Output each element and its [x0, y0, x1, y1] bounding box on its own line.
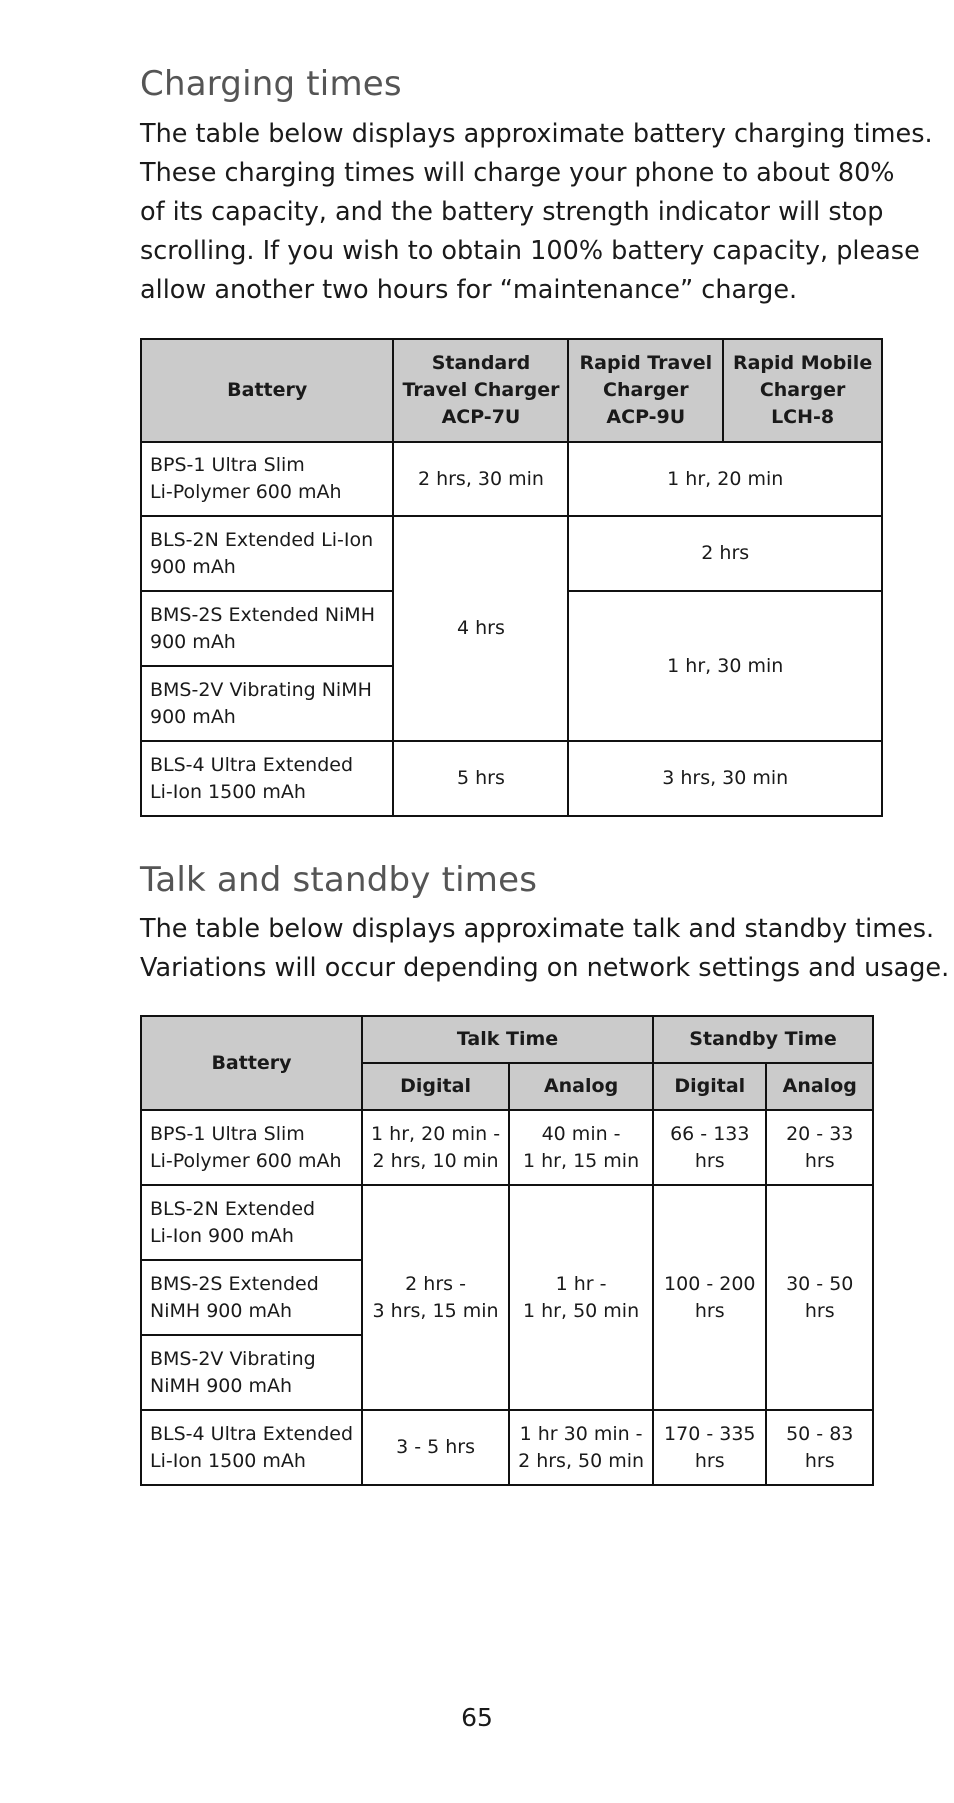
value-cell: 20 - 33 hrs [766, 1110, 873, 1185]
value-cell: 2 hrs, 30 min [393, 442, 568, 516]
table-header-row [141, 1016, 873, 1063]
value-cell: 4 hrs [393, 516, 568, 741]
header-standby-time: Standby Time [653, 1016, 873, 1063]
table-row [141, 516, 882, 591]
value-cell: 1 hr 30 min - 2 hrs, 50 min [509, 1410, 653, 1485]
value-cell: 1 hr, 20 min - 2 hrs, 10 min [362, 1110, 509, 1185]
value-cell: 2 hrs [568, 516, 882, 591]
header-standard-travel-charger: Standard Travel Charger ACP-7U [393, 339, 568, 442]
value-cell: 3 hrs, 30 min [568, 741, 882, 816]
value-cell: 5 hrs [393, 741, 568, 816]
talk-standby-heading: Talk and standby times [140, 860, 538, 900]
value-cell: 1 hr, 20 min [568, 442, 882, 516]
battery-cell: BLS-2N Extended Li-Ion 900 mAh [141, 516, 393, 591]
charging-times-paragraph: The table below displays approximate battery charging times. These charging times will charge your phone to about 80% of its capacity, and the battery strength indicator will stop scrolling. If you wish to obtain 100% battery capacity, please allow another two hours for “maintenance” charge. [140, 119, 933, 305]
value-cell: 1 hr - 1 hr, 50 min [509, 1185, 653, 1410]
talk-standby-paragraph: The table below displays approximate talk and standby times. Variations will occur depending on network settings and usage. [140, 914, 950, 983]
page-number: 65 [461, 1703, 493, 1732]
value-cell: 30 - 50 hrs [766, 1185, 873, 1410]
battery-cell: BMS-2S Extended NiMH 900 mAh [141, 1260, 362, 1335]
header-rapid-travel-charger: Rapid Travel Charger ACP-9U [568, 339, 723, 442]
header-talk-time: Talk Time [362, 1016, 653, 1063]
header-battery: Battery [141, 339, 393, 442]
header-standby-digital: Digital [653, 1063, 766, 1110]
charging-times-table [140, 338, 883, 817]
value-cell: 1 hr, 30 min [568, 591, 882, 741]
battery-cell: BMS-2V Vibrating NiMH 900 mAh [141, 666, 393, 741]
value-cell: 50 - 83 hrs [766, 1410, 873, 1485]
value-cell: 40 min - 1 hr, 15 min [509, 1110, 653, 1185]
header-battery: Battery [141, 1016, 362, 1110]
charging-times-heading: Charging times [140, 64, 402, 104]
value-cell: 3 - 5 hrs [362, 1410, 509, 1485]
battery-cell: BPS-1 Ultra Slim Li-Polymer 600 mAh [141, 1110, 362, 1185]
header-rapid-mobile-charger: Rapid Mobile Charger LCH-8 [723, 339, 882, 442]
table-header-row [141, 339, 882, 442]
value-cell: 66 - 133 hrs [653, 1110, 766, 1185]
battery-cell: BMS-2S Extended NiMH 900 mAh [141, 591, 393, 666]
table-row [141, 1185, 873, 1260]
table-row [141, 741, 882, 816]
talk-standby-table [140, 1015, 874, 1486]
battery-cell: BLS-4 Ultra Extended Li-Ion 1500 mAh [141, 741, 393, 816]
header-talk-analog: Analog [509, 1063, 653, 1110]
value-cell: 2 hrs - 3 hrs, 15 min [362, 1185, 509, 1410]
value-cell: 100 - 200 hrs [653, 1185, 766, 1410]
header-standby-analog: Analog [766, 1063, 873, 1110]
table-row [141, 1110, 873, 1185]
battery-cell: BLS-2N Extended Li-Ion 900 mAh [141, 1185, 362, 1260]
battery-cell: BLS-4 Ultra Extended Li-Ion 1500 mAh [141, 1410, 362, 1485]
table-row [141, 1410, 873, 1485]
battery-cell: BPS-1 Ultra Slim Li-Polymer 600 mAh [141, 442, 393, 516]
header-talk-digital: Digital [362, 1063, 509, 1110]
table-row [141, 442, 882, 516]
value-cell: 170 - 335 hrs [653, 1410, 766, 1485]
battery-cell: BMS-2V Vibrating NiMH 900 mAh [141, 1335, 362, 1410]
